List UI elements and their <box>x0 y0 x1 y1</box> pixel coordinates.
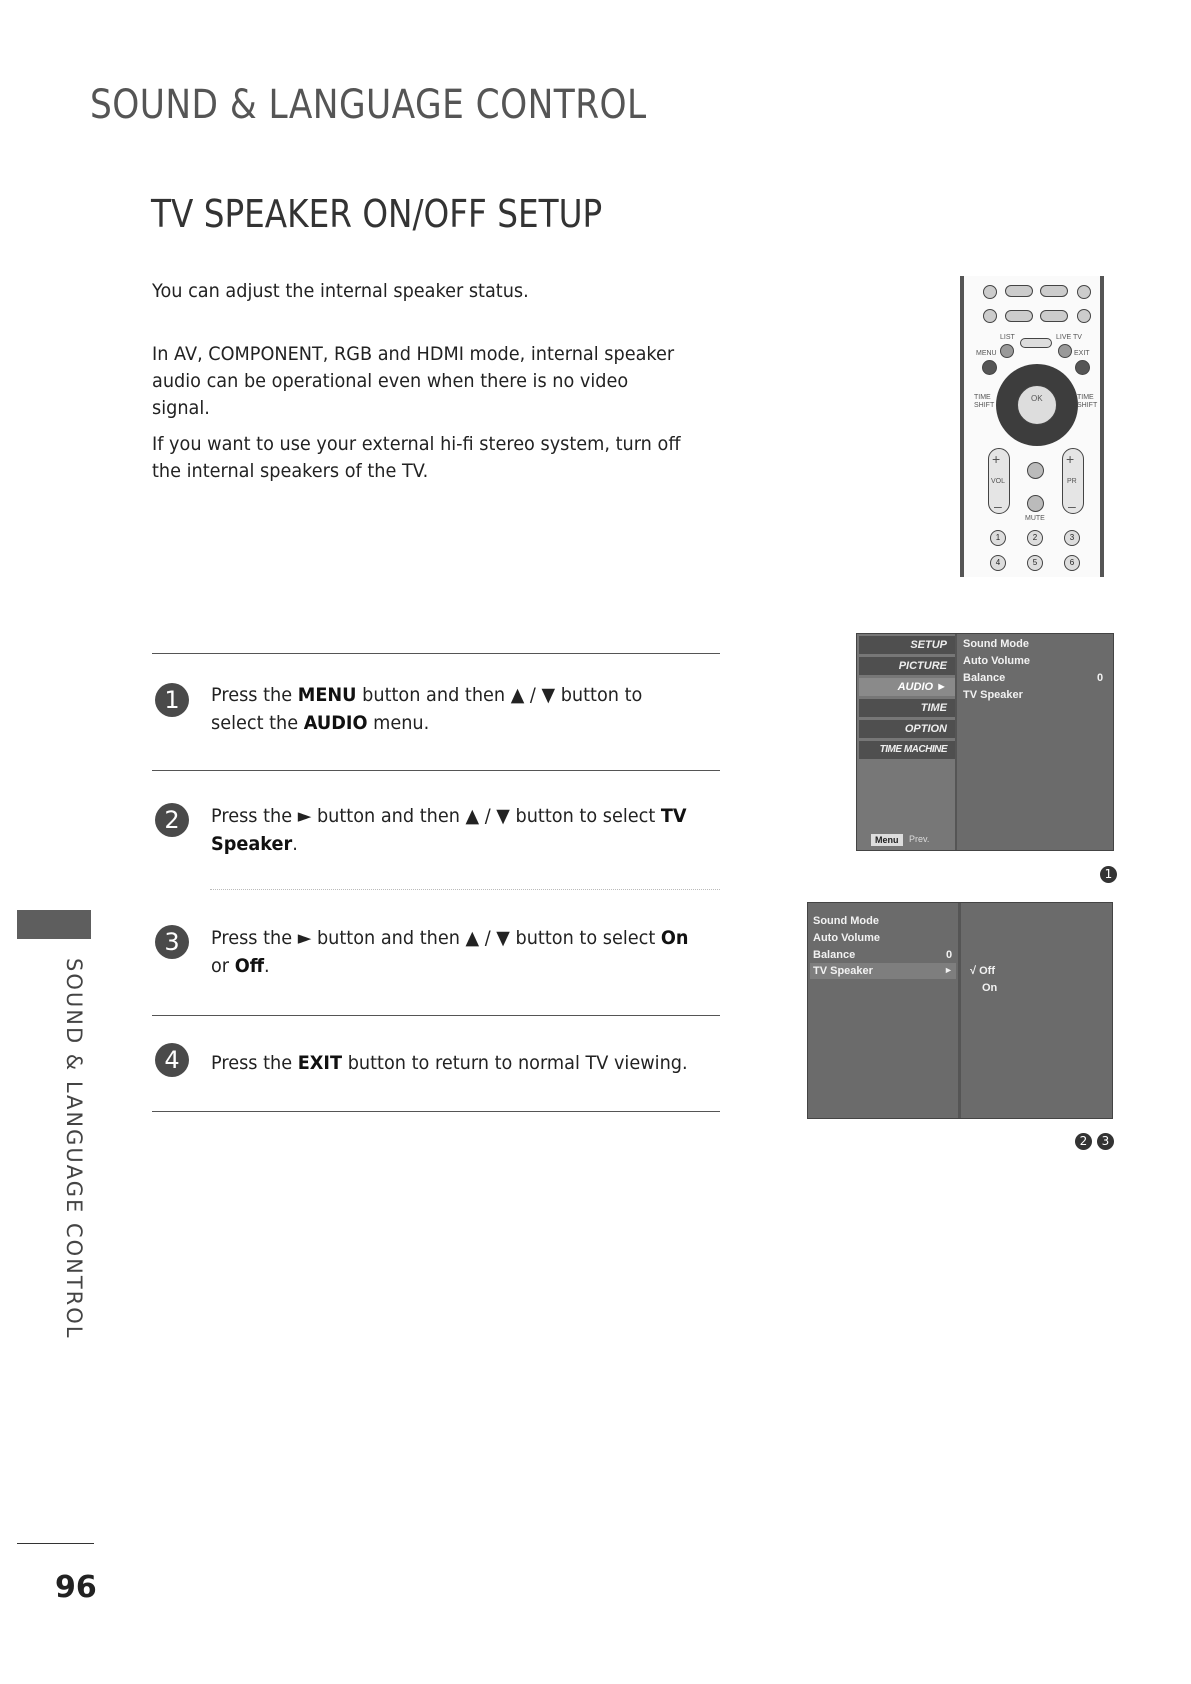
footer-rule <box>17 1543 94 1544</box>
osd-submenu-item: Auto Volume <box>963 655 1031 667</box>
time-shift-left-label: TIME SHIFT <box>974 394 995 409</box>
osd-menu-item-active: AUDIO ► <box>859 678 955 696</box>
step-2-text: Press the ► button and then ▲ / ▼ button to select TV Speaker. <box>211 805 687 855</box>
osd-menu-item: SETUP <box>859 636 955 654</box>
play-icon <box>1005 285 1033 297</box>
osd-menu-item: OPTION <box>859 720 955 738</box>
ok-label: OK <box>1031 394 1043 403</box>
number-key: 1 <box>990 530 1006 546</box>
step-number: 1 <box>155 683 189 717</box>
osd-prev-label: Prev. <box>909 834 930 844</box>
number-key: 3 <box>1064 530 1080 546</box>
step-number: 4 <box>155 1043 189 1077</box>
osd-submenu-item-selected: TV Speaker <box>813 965 873 977</box>
live-tv-label: LIVE TV <box>1056 334 1082 341</box>
pause-icon <box>1040 285 1068 297</box>
step-4-text: Press the EXIT button to return to normal TV viewing. <box>211 1052 688 1074</box>
chapter-title: SOUND & LANGUAGE CONTROL <box>90 82 647 128</box>
stop-icon <box>983 285 997 299</box>
divider <box>152 1015 720 1016</box>
divider <box>152 653 720 654</box>
plus-icon: + <box>1066 451 1075 467</box>
osd-submenu-item: Balance <box>813 949 856 961</box>
osd-submenu-item: TV Speaker <box>963 689 1023 701</box>
side-tab-marker <box>17 910 91 939</box>
step-badge: 2 <box>1075 1133 1092 1150</box>
menu-button <box>982 360 997 375</box>
osd-divider <box>958 903 961 1118</box>
remote-control-illustration <box>960 276 1104 577</box>
osd-balance-value: 0 <box>946 949 953 961</box>
dotted-divider <box>210 889 720 890</box>
mute-label: MUTE <box>1025 515 1045 522</box>
osd-menu-item: PICTURE <box>859 657 955 675</box>
live-tv-button <box>1058 344 1072 358</box>
osd-main-menu <box>856 633 1114 851</box>
osd-submenu-item: Sound Mode <box>813 915 879 927</box>
step-number: 3 <box>155 925 189 959</box>
page-number: 96 <box>55 1570 97 1605</box>
intro-paragraph-1: You can adjust the internal speaker status. <box>152 280 529 302</box>
list-button <box>1000 344 1014 358</box>
exit-label: EXIT <box>1074 350 1090 357</box>
mute-icon <box>1027 495 1044 512</box>
osd-option-off: √ Off <box>970 965 995 977</box>
fast-forward-icon <box>1040 310 1068 322</box>
osd-option-on: On <box>982 982 998 994</box>
exit-button <box>1075 360 1090 375</box>
ok-button <box>1017 385 1057 425</box>
side-tab-label: SOUND & LANGUAGE CONTROL <box>62 958 86 1340</box>
divider <box>152 770 720 771</box>
skip-forward-icon <box>1077 309 1091 323</box>
rewind-icon <box>1005 310 1033 322</box>
minus-icon: – <box>994 498 1002 514</box>
step-badge: 3 <box>1097 1133 1114 1150</box>
osd-menu-key: Menu <box>871 834 903 846</box>
fav-button <box>1027 462 1044 479</box>
number-key: 6 <box>1064 555 1080 571</box>
step-1-text: Press the MENU button and then ▲ / ▼ button to select the AUDIO menu. <box>211 684 643 734</box>
section-title: TV SPEAKER ON/OFF SETUP <box>151 192 603 236</box>
arrow-right-icon: ► <box>944 965 953 975</box>
minus-icon: – <box>1068 498 1076 514</box>
number-key: 2 <box>1027 530 1043 546</box>
skip-back-icon <box>983 309 997 323</box>
record-icon <box>1077 285 1091 299</box>
step-badge: 1 <box>1100 866 1117 883</box>
intro-paragraph-2: In AV, COMPONENT, RGB and HDMI mode, internal speaker audio can be operational even when there is no video signal. <box>152 343 675 419</box>
osd-submenu-item: Sound Mode <box>963 638 1029 650</box>
plus-icon: + <box>992 451 1001 467</box>
osd-menu-item: TIME <box>859 699 955 717</box>
menu-label: MENU <box>976 350 997 357</box>
osd-balance-value: 0 <box>1097 672 1104 684</box>
divider <box>152 1111 720 1112</box>
pr-label: PR <box>1067 478 1077 485</box>
intro-paragraph-3: If you want to use your external hi-fi stereo system, turn off the internal speakers of the TV. <box>152 433 681 482</box>
vol-label: VOL <box>991 478 1006 485</box>
osd-menu-item: TIME MACHINE <box>859 741 955 759</box>
time-machine-button <box>1020 338 1052 348</box>
osd-menu-sidebar <box>857 634 957 850</box>
osd-audio-submenu <box>807 902 1113 1119</box>
step-number: 2 <box>155 803 189 837</box>
list-label: LIST <box>1000 334 1015 341</box>
osd-submenu-item: Auto Volume <box>813 932 881 944</box>
time-shift-right-label: TIME SHIFT <box>1077 394 1098 409</box>
osd-submenu-item: Balance <box>963 672 1006 684</box>
number-key: 4 <box>990 555 1006 571</box>
step-3-text: Press the ► button and then ▲ / ▼ button to select On or Off. <box>211 927 689 977</box>
number-key: 5 <box>1027 555 1043 571</box>
